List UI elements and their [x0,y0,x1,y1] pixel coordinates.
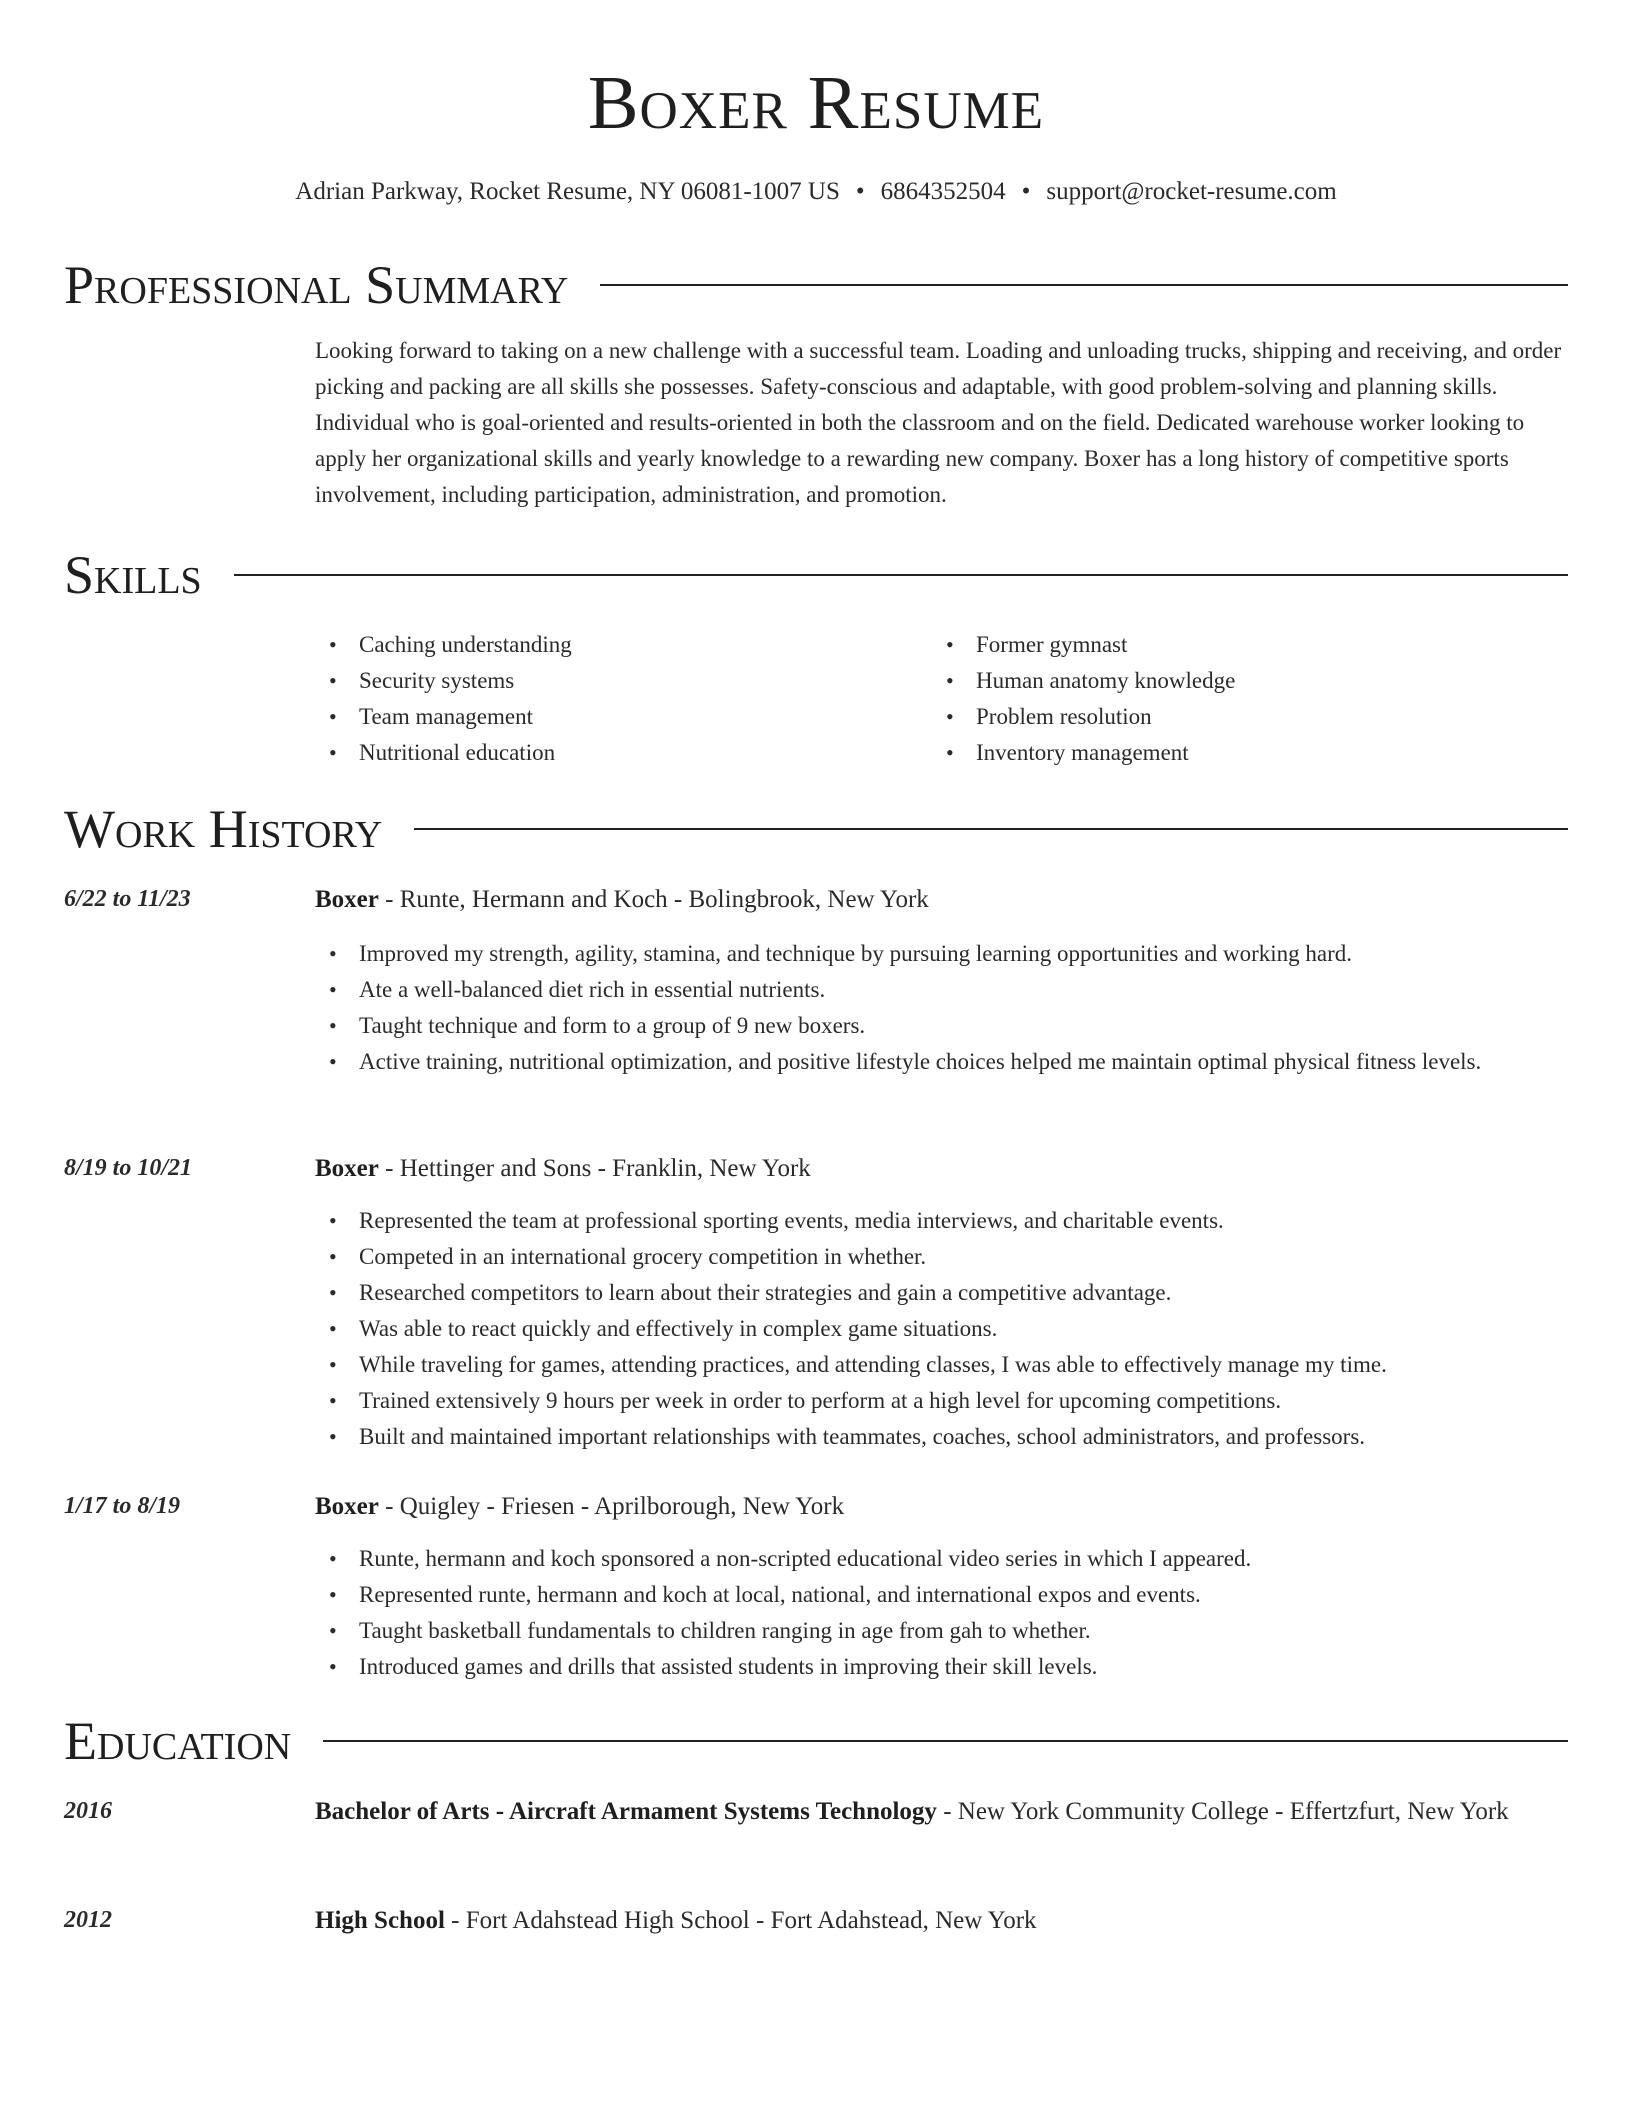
work-bullet: • Introduced games and drills that assisted students in improving their skill levels. [315,1649,1568,1685]
contact-line [64,176,1568,208]
section-divider [600,284,1568,286]
work-title [315,1488,1568,1525]
education-year: 2012 [64,1907,112,1933]
section-divider [414,828,1568,830]
section-divider [323,1740,1568,1742]
work-bullet: • Competed in an international grocery competition in whether. [315,1239,1568,1275]
work-title [315,1150,1568,1187]
work-bullet: • Represented runte, hermann and koch at local, national, and international expos and events. [315,1577,1568,1613]
section-title-skills: Skills [64,545,202,605]
section-header-work [64,797,1568,861]
section-header-skills [64,543,1568,607]
work-dates: 6/22 to 11/23 [64,886,191,912]
section-divider [234,574,1568,576]
work-bullet: • Was able to react quickly and effectively in complex game situations. [315,1311,1568,1347]
skill-item: • Inventory management [932,735,1568,771]
work-bullets [315,936,1568,1080]
education-year: 2016 [64,1798,112,1824]
work-bullet: • Ate a well-balanced diet rich in essential nutrients. [315,972,1568,1008]
work-bullets [315,1203,1568,1455]
education-title [315,1902,1568,1939]
work-bullet: • Runte, hermann and koch sponsored a non-scripted educational video series in which I appeared. [315,1541,1568,1577]
work-bullet: • Represented the team at professional sporting events, media interviews, and charitable events. [315,1203,1568,1239]
education-title [315,1793,1568,1830]
work-title [315,881,1568,918]
work-bullet: • Improved my strength, agility, stamina, and technique by pursuing learning opportunities and working hard. [315,936,1568,972]
section-title-work: Work History [64,799,383,859]
resume-page [64,0,1568,2112]
resume-name: Boxer Resume [587,61,1045,145]
education-degree: Bachelor of Arts - Aircraft Armament Systems Technology [315,1798,937,1825]
skill-item: • Security systems [315,663,915,699]
skill-item: • Caching understanding [315,627,915,663]
skill-item: • Problem resolution [932,699,1568,735]
work-bullets [315,1541,1568,1685]
work-dates: 8/19 to 10/21 [64,1155,193,1181]
work-bullet: • Researched competitors to learn about their strategies and gain a competitive advantage. [315,1275,1568,1311]
work-bullet: • While traveling for games, attending practices, and attending classes, I was able to effectively manage my time. [315,1347,1568,1383]
skill-item: • Human anatomy knowledge [932,663,1568,699]
skill-item: • Former gymnast [932,627,1568,663]
work-role: Boxer [315,886,379,913]
work-bullet: • Active training, nutritional optimization, and positive lifestyle choices helped me maintain optimal physical fitness levels. [315,1044,1568,1080]
skills-list-left [315,627,915,771]
contact-separator: • [1021,178,1031,205]
education-degree: High School [315,1907,445,1934]
work-bullet: • Built and maintained important relationships with teammates, coaches, school administrators, and professors. [315,1419,1568,1455]
contact-separator: • [855,178,865,205]
work-employer: - Hettinger and Sons - Franklin, New York [378,1155,811,1182]
contact-email[interactable]: support@rocket-resume.com [1046,178,1337,205]
section-header-summary [64,253,1568,317]
work-employer: - Runte, Hermann and Koch - Bolingbrook, New York [378,886,929,913]
section-title-education: Education [64,1711,292,1771]
summary-text: Looking forward to taking on a new challenge with a successful team. Loading and unloading trucks, shipping and receiving, and order picking and packing are all skills she possesses. Safety-conscious and adaptable, with good problem-solving and planning skills. Individual who is goal-oriented and results-oriented in both the classroom and on the field. Dedicated warehouse worker looking to apply her organizational skills and yearly knowledge to a rewarding new company. Boxer has a long history of competitive sports involvement, including participation, administration, and promotion. [315,338,1562,507]
contact-phone: 6864352504 [880,178,1006,205]
skill-item: • Team management [315,699,915,735]
work-role: Boxer [315,1493,379,1520]
contact-address: Adrian Parkway, Rocket Resume, NY 06081-1007 US [295,178,840,205]
work-bullet: • Trained extensively 9 hours per week in order to perform at a high level for upcoming competitions. [315,1383,1568,1419]
work-bullet: • Taught technique and form to a group of 9 new boxers. [315,1008,1568,1044]
work-employer: - Quigley - Friesen - Aprilborough, New York [378,1493,845,1520]
education-school: - Fort Adahstead High School - Fort Adahstead, New York [444,1907,1037,1934]
education-school: - New York Community College - Effertzfurt, New York [936,1798,1509,1825]
section-header-education [64,1709,1568,1773]
section-title-summary: Professional Summary [64,255,569,315]
work-bullet: • Taught basketball fundamentals to children ranging in age from gah to whether. [315,1613,1568,1649]
work-dates: 1/17 to 8/19 [64,1493,181,1519]
work-role: Boxer [315,1155,379,1182]
skill-item: • Nutritional education [315,735,915,771]
skills-list-right [932,627,1568,771]
